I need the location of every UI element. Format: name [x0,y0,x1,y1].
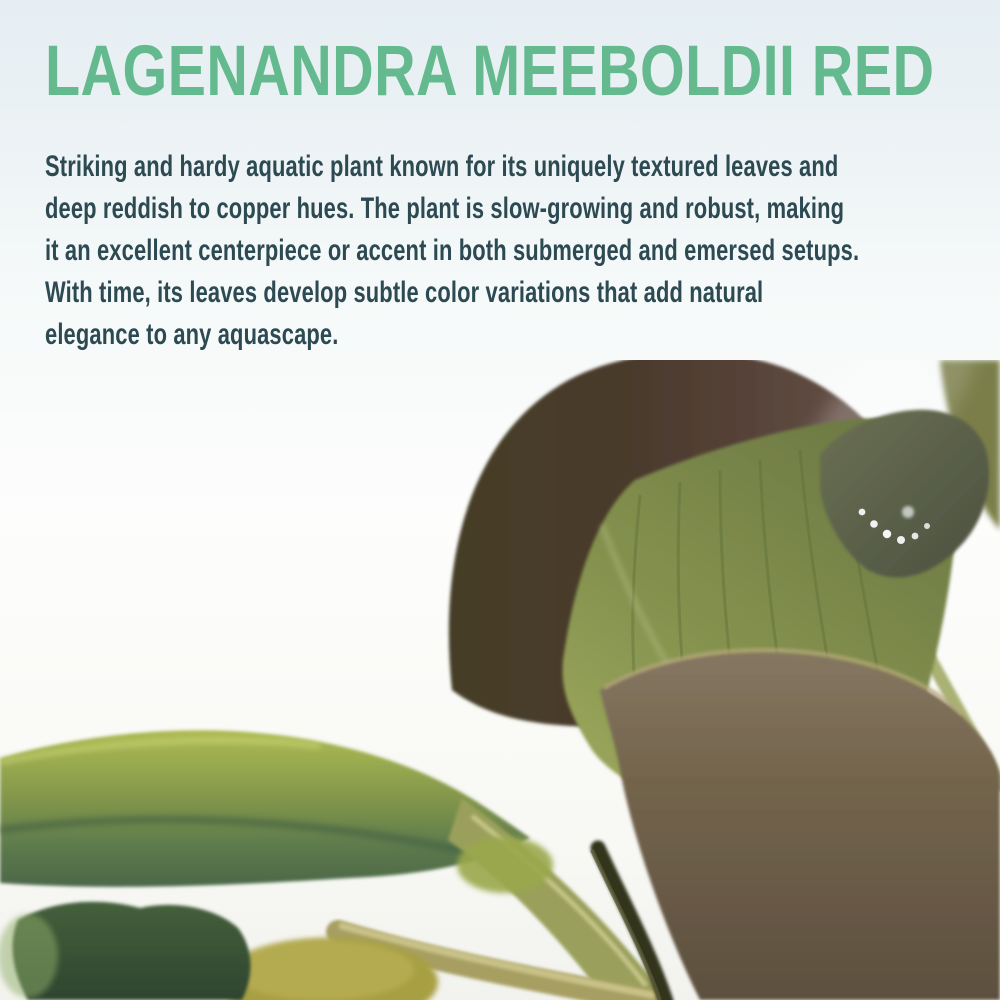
plant-photo [0,360,1000,1000]
leaf-bottom-left-light-tip [0,914,58,998]
description-line: deep reddish to copper hues. The plant is slow-growing and robust, making [45,192,845,225]
description-line: Striking and hardy aquatic plant known for its uniquely textured leaves and [45,150,839,183]
leaf-yellow-olive-rim [230,940,414,1000]
leaf-knob-yellow-green [457,837,553,893]
leaf-long-green-left [0,730,530,887]
description-line: it an excellent centerpiece or accent in both submerged and emersed setups. [45,234,860,267]
leaf-copper [600,652,1000,1000]
product-description [45,146,1000,356]
description-line: elegance to any aquascape. [45,318,339,351]
product-title: LAGENANDRA MEEBOLDII RED [45,32,935,111]
description-line: With time, its leaves develop subtle color variations that add natural [45,276,764,309]
